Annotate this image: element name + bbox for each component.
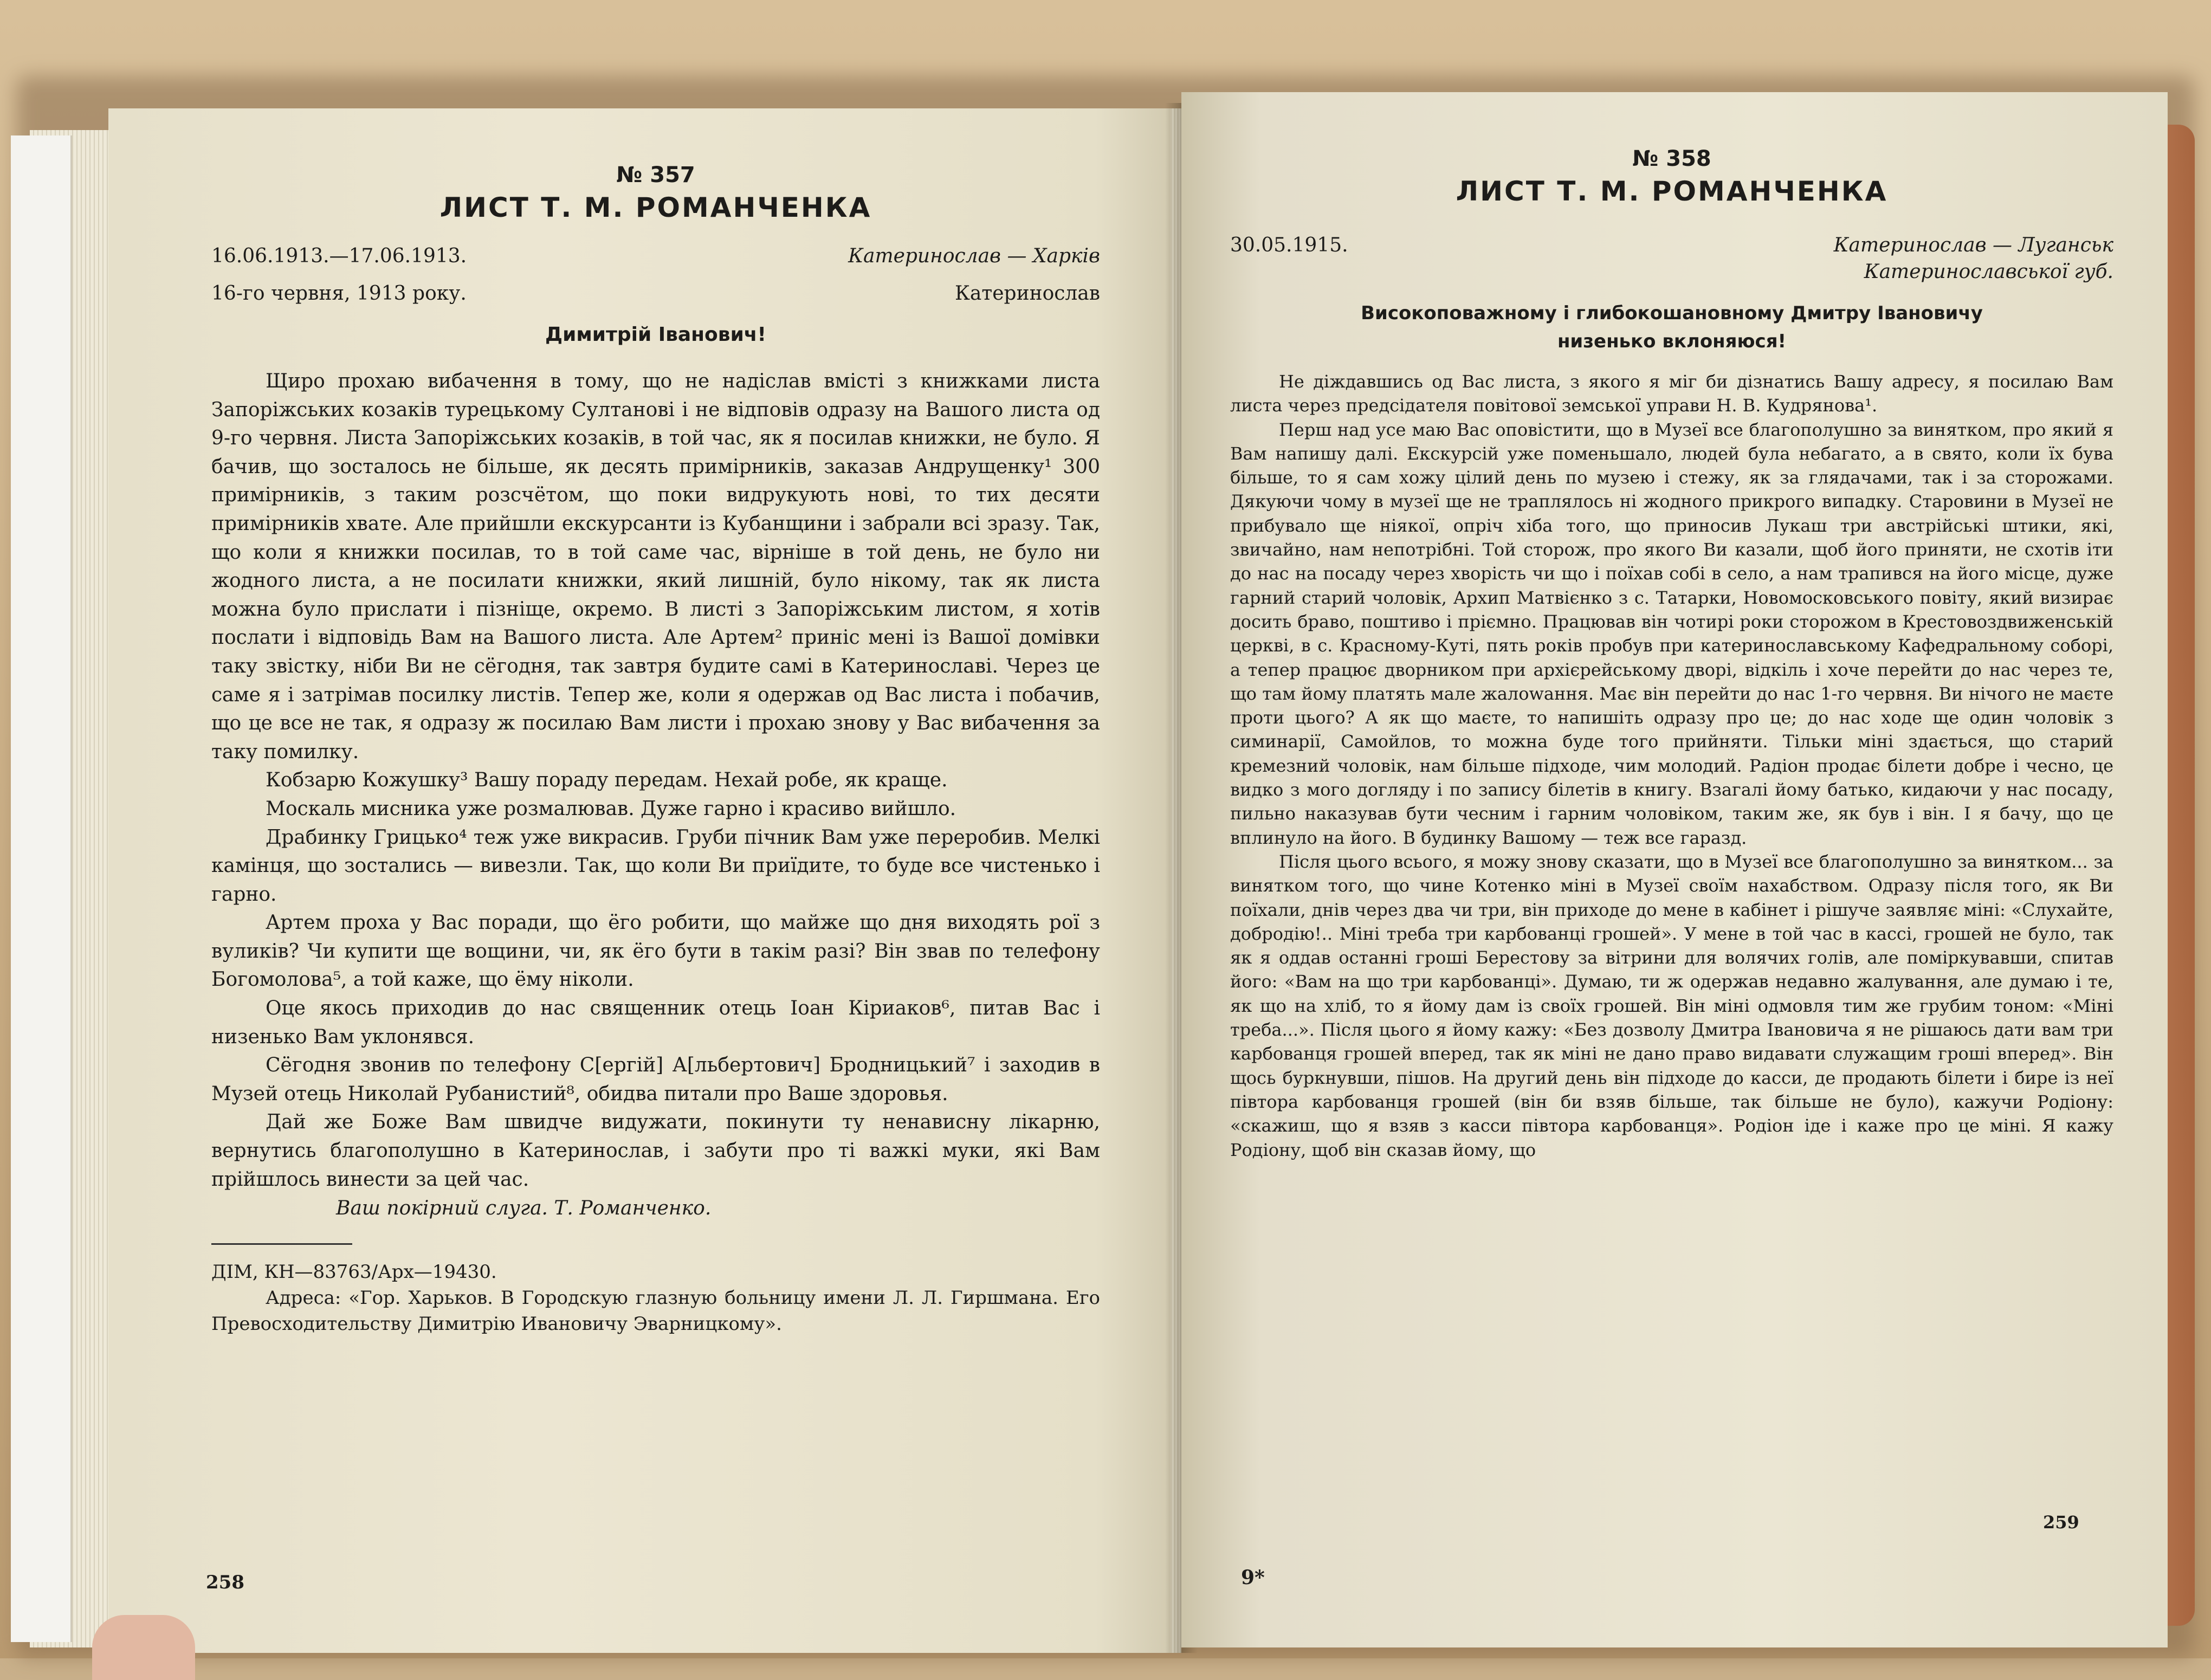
paragraph: Сёгодня звонив по телефону С[ергій] А[льбертович] Бродницький⁷ і заходив в Музей отець Николай Рубанистий⁸, обидва питали про Ваше здоровья. xyxy=(211,1054,1100,1105)
left-page-content xyxy=(211,163,1100,1337)
page-number-right: 259 xyxy=(2043,1512,2079,1533)
right-page-content xyxy=(1230,146,2113,1162)
greeting-line-2: низенько вклоняюся! xyxy=(1557,331,1787,352)
doc-dates: 30.05.1915. xyxy=(1230,234,1348,256)
letter-date: 16-го червня, 1913 року. xyxy=(211,282,467,305)
paragraph: Перш над усе маю Вас оповістити, що в Музеї все благополушно за винятком, про який я Вам напишу далі. Екскурсій уже поменьшало, людей була небагато, а в свято, коли їх бува більше, то я сам хожу цілий день по музею і стежу, як за глядачами, так і за сторожами. Дякуючи чому в музеї ще не траплялось ні жодного прикрого випадку. Старовини в Музеї не прибувало ще ніякої, опріч хіба того, що приносив Лукаш три австрійські штики, які, звичайно, нам непотрібні. Той сторож, про якого Ви казали, щоб його приняти, не схотів іти до нас на посаду через хворість чи що і поїхав собі в село, а нам трапився на його місце, дуже гарний старий чоловік, Архип Матвієнко з с. Татарки, Новомосковського повіту, який визирає досить браво, поштиво і пріємно. Працював він чотирі роки сторожом в Крестовоздвиженській церкві, в с. Красному-Куті, пять років пробув при катеринославському Кафедральному соборі, а тепер працює дворником при архієрейському дворі, відкіль і хоче перейти до нас через те, що там йому платять мале жалowання. Має він перейти до нас 1-го червня. Ви нічого не маєте проти цього? А як що маєте, то напишіть одразу про це; до нас ходе ще один чоловік з симинарії, Самойлов, то можна буде того прийняти. Тільки міні здається, що старий кремезний чоловік, нам більше підходе, чим молодий. Радіон продає білети добре і чесно, це видко з мого догляду і по запису білетів в книгу. Взагалі йому батько, кидаючи у нас посаду, пильно наказував бути чесним і гарним чоловіком, таким же, як був і він. І я бачу, що це вплинуло на його. В будинку Вашому — теж все гаразд. xyxy=(1230,419,2113,848)
paragraph: Оце якось приходив до нас священник отець Іоан Кіриаков⁶, питав Вас і низенько Вам уклонявся. xyxy=(211,997,1100,1048)
signature: Ваш покірний слуга. Т. Романченко. xyxy=(336,1197,712,1220)
page-number-left: 258 xyxy=(206,1572,244,1593)
greeting: Димитрій Іванович! xyxy=(545,324,766,346)
route-line-1: Катеринослав — Луганськ xyxy=(1833,234,2113,256)
doc-title: ЛИСТ Т. М. РОМАНЧЕНКА xyxy=(1456,176,1888,207)
greeting-line-1: Високоповажному і глибокошановному Дмитру Івановичу xyxy=(1361,302,1983,324)
address-note: Адреса: «Гор. Харьков. В Городскую глазную больницу имени Л. Л. Гиршмана. Его Превосходительству Димитрію Ивановичу Эварницкому». xyxy=(211,1287,1100,1335)
reader-thumb xyxy=(92,1615,195,1680)
doc-number: № 357 xyxy=(616,163,695,188)
doc-route: Катеринослав — Харків xyxy=(848,245,1100,267)
archive-ref: ДІМ, КН—83763/Арх—19430. xyxy=(211,1261,497,1283)
paragraph: Москаль мисника уже розмалював. Дуже гарно і красиво вийшло. xyxy=(266,797,956,820)
signature-mark: 9* xyxy=(1241,1566,1265,1589)
paragraph: Дай же Боже Вам швидче видужати, покинути ту ненависну лікарню, вернутись благополушно в Катеринослав, і забути про ті важкі муки, які Вам прійшлось винести за цей час. xyxy=(211,1111,1100,1191)
letter-place: Катеринослав xyxy=(954,282,1100,305)
footnotes xyxy=(211,1259,1100,1337)
letter-body xyxy=(1230,370,2113,1162)
letter-body xyxy=(211,367,1100,1194)
paragraph: Не діждавшись од Вас листа, з якого я міг би дізнатись Вашу адресу, я посилаю Вам листа через предсідателя повітової земської управи Н. В. Кудрянова¹. xyxy=(1230,371,2113,416)
greeting xyxy=(1230,299,2113,356)
paragraph: Драбинку Грицько⁴ теж уже викрасив. Груби пічник Вам уже переробив. Мелкі камінця, що зостались — вивезли. Так, що коли Ви приїдите, то буде все чистенько і гарно. xyxy=(211,826,1100,906)
left-margin-notes-sheet xyxy=(11,135,72,1642)
paragraph: Артем проха у Вас поради, що ёго робити, що майже що дня виходять рої з вуликів? Чи купити ще вощини, чи, як ёго бути в такім разі? Він звав по телефону Богомолова⁵, а той каже, що ёму ніколи. xyxy=(211,912,1100,991)
doc-route xyxy=(1834,234,2113,283)
paragraph: Після цього всього, я можу знову сказати, що в Музеї все благополушно за винятком... за винятком того, що чине Котенко міні в Музеї своїм нахабством. Одразу після того, як Ви поїхали, днів через два чи три, він приходе до мене в кабінет і рішуче заявляє міні: «Слухайте, добродію!.. Міні треба три карбованці грошей». У мене в той час в кассі, грошей не було, так як я оддав останні гроші Берестову за вітрини для волячих голів, але поміркувавши, спитав його: «Вам на що три карбованці». Думаю, ти ж одержав недавно жалування, але думаю і те, як що на хліб, то я йому дам із своїх грошей. Він міні одмовля тим же грубим тоном: «Міні треба...». Після цього я йому кажу: «Без дозволу Дмитра Івановича я не рішаюсь дати вам три карбованця грошей вперед, так як міні не дано право видавати служащим гроші вперед». Він щось буркнувши, пішов. На другий день він підходе до касси, де продають білети і бире із неї півтора карбованця грошей (він би взяв більше, так більше не було), кажучи Родіону: «скажиш, що я взяв з касси півтора карбованця». Родіон іде і каже про це міні. Я кажу Родіону, щоб він сказав йому, що xyxy=(1230,851,2113,1160)
doc-number: № 358 xyxy=(1632,146,1711,171)
right-page xyxy=(1181,92,2168,1647)
left-page xyxy=(108,108,1181,1653)
doc-meta-row xyxy=(1230,234,2113,283)
route-line-2: Катеринославської губ. xyxy=(1864,261,2113,283)
footnote-rule xyxy=(211,1243,352,1245)
paragraph: Кобзарю Кожушку³ Вашу пораду передам. Нехай робе, як краще. xyxy=(266,769,948,792)
paragraph: Щиро прохаю вибачення в тому, що не надіслав вмісті з книжками листа Запоріжських козаків турецькому Султанові і не відповів одразу на Вашого листа од 9-го червня. Листа Запоріжських козаків, в той час, як я посилав книжки, не було. Я бачив, що зосталось не більше, як десять примірників, заказав Андрущенку¹ 300 примірників, з таким розсчётом, що поки видрукують нові, то тих десяти примірників хвате. Але прийшли екскурсанти із Кубанщини і забрали всі зразу. Так, що коли я книжки посилав, то в той саме час, вірніше в той день, не було ни жодного листа, а не посилати книжки, який лишній, було нікому, так як листа можна було прислати і пізніще, окремо. В листі з Запоріжським листом, я хотів послати і відповідь Вам на Вашого листа. Але Артем² приніс мені із Вашої домівки таку звістку, ніби Ви не сёгодня, так завтря будите самі в Катеринославі. Через це саме я і затрімав посилку листів. Тепер же, коли я одержав од Вас листа і побачив, що це все не так, я одразу ж посилаю Вам листи і прохаю знову у Вас вибачення за таку помилку. xyxy=(211,370,1100,763)
date-place-row xyxy=(211,282,1100,305)
doc-title: ЛИСТ Т. М. РОМАНЧЕНКА xyxy=(439,192,872,223)
doc-dates: 16.06.1913.—17.06.1913. xyxy=(211,245,467,267)
doc-meta-row xyxy=(211,245,1100,267)
